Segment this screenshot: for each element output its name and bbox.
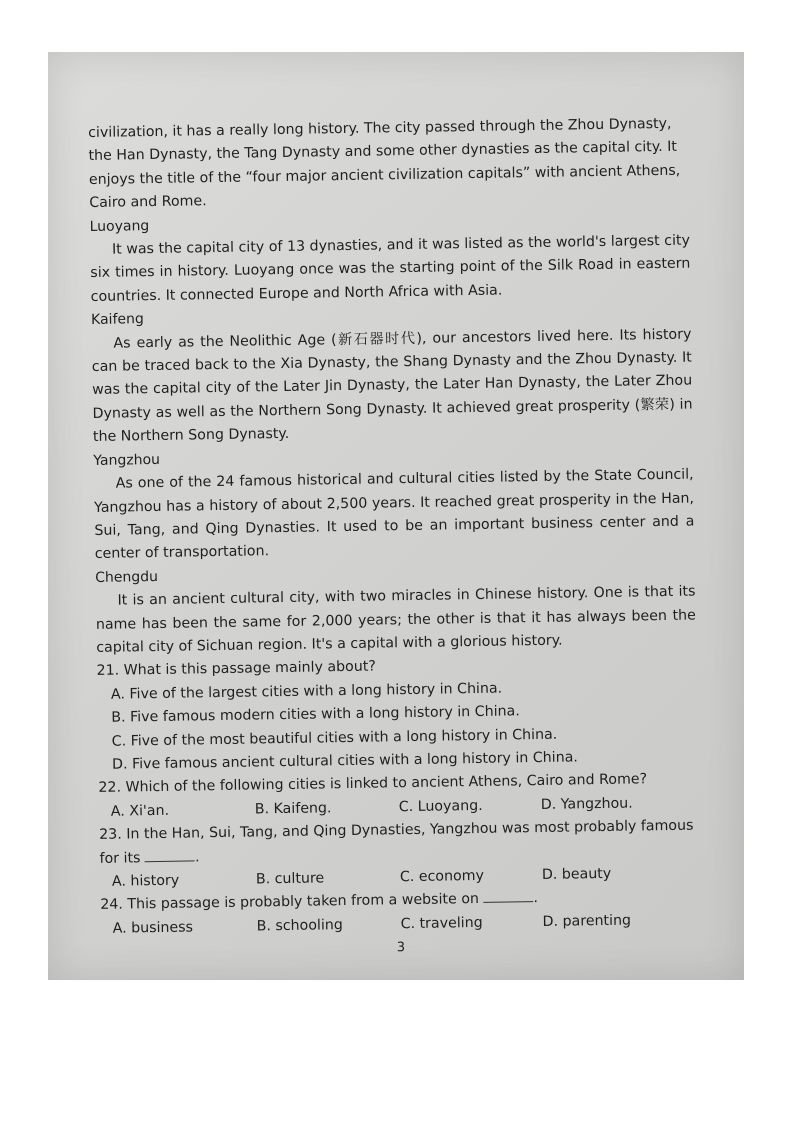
question-stem-continued: for its .	[99, 838, 699, 871]
section-heading-chengdu: Chengdu	[95, 568, 159, 586]
section-text-yangzhou: As one of the 24 famous historical and cultural cities listed by the State Council, Yangzhou has a history of about 2,500 years. It reached great prosperity in the Han, Sui, Tang, and Qing Dynasties. It used to be an important business center and a center of transportation.	[93, 466, 695, 563]
option: B. Kaifeng.	[254, 800, 332, 818]
option: D. Five famous ancient cultural cities with a long history in China.	[111, 749, 578, 773]
intro-paragraph	[88, 113, 689, 216]
option: C. traveling	[400, 914, 483, 932]
option: C. economy	[399, 867, 485, 886]
scanned-page-photo	[48, 52, 744, 980]
section-text-chengdu: It is an ancient cultural city, with two miracles in Chinese history. One is that its name has been the same for 2,000 years; the other is that it has always been the capital city of Sichuan region. It's a capital with a glorious history.	[95, 583, 696, 656]
option: D. beauty	[541, 865, 612, 883]
section-heading-yangzhou: Yangzhou	[93, 451, 161, 469]
section-text-luoyang: It was the capital city of 13 dynasties, and it was listed as the world's largest city six times in history. Luoyang once was the starting point of the Silk Road in eastern countries. It connected Europe and North Africa with Asia.	[90, 232, 691, 305]
section-text-kaifeng: As early as the Neolithic Age (新石器时代), our ancestors lived here. Its history can be traced back to the Xia Dynasty, the Shang Dynasty and the Zhou Dynasty. It was the capital city of the Later Jin Dynasty, the Later Han Dynasty, the Later Zhou Dynasty as well as the Northern Song Dynasty. It achieved great prosperity (繁荣) in the Northern Song Dynasty.	[91, 326, 693, 446]
option: D. Yangzhou.	[540, 795, 633, 813]
intro-line: Cairo and Rome.	[89, 193, 207, 212]
answer-blank	[145, 846, 195, 862]
question-stem: 23. In the Han, Sui, Tang, and Qing Dynasties, Yangzhou was most probably famous	[99, 817, 694, 844]
option: A. business	[112, 919, 194, 937]
question-stem: 21. What is this passage mainly about?	[96, 658, 377, 680]
question-23	[99, 815, 700, 895]
option: B. Five famous modern cities with a long history in China.	[111, 703, 520, 726]
section-heading-kaifeng: Kaifeng	[90, 311, 144, 329]
intro-line: enjoys the title of the “four major ancient civilization capitals” with ancient Athens,	[88, 162, 681, 188]
answer-blank	[483, 888, 533, 904]
intro-line: civilization, it has a really long history. The city passed through the Zhou Dynasty,	[88, 115, 672, 141]
option: C. Luoyang.	[398, 797, 483, 815]
question-stem: 24. This passage is probably taken from a website on .	[100, 885, 700, 918]
option: A. Five of the largest cities with a long history in China.	[110, 680, 503, 703]
page-number: 3	[396, 940, 406, 956]
option: C. Five of the most beautiful cities with a long history in China.	[111, 726, 558, 750]
question-21	[96, 651, 698, 777]
option: A. history	[111, 872, 180, 890]
intro-line: the Han Dynasty, the Tang Dynasty and some other dynasties as the capital city. It	[88, 139, 678, 165]
question-stem: 22. Which of the following cities is linked to ancient Athens, Cairo and Rome?	[98, 771, 648, 797]
options-list	[97, 674, 698, 777]
option: A. Xi'an.	[110, 802, 170, 820]
question-24	[100, 885, 701, 941]
section-heading-luoyang: Luoyang	[89, 217, 150, 235]
passage-content	[88, 113, 701, 965]
option: B. schooling	[256, 916, 343, 935]
option: D. parenting	[542, 912, 632, 930]
option: B. culture	[255, 870, 325, 888]
